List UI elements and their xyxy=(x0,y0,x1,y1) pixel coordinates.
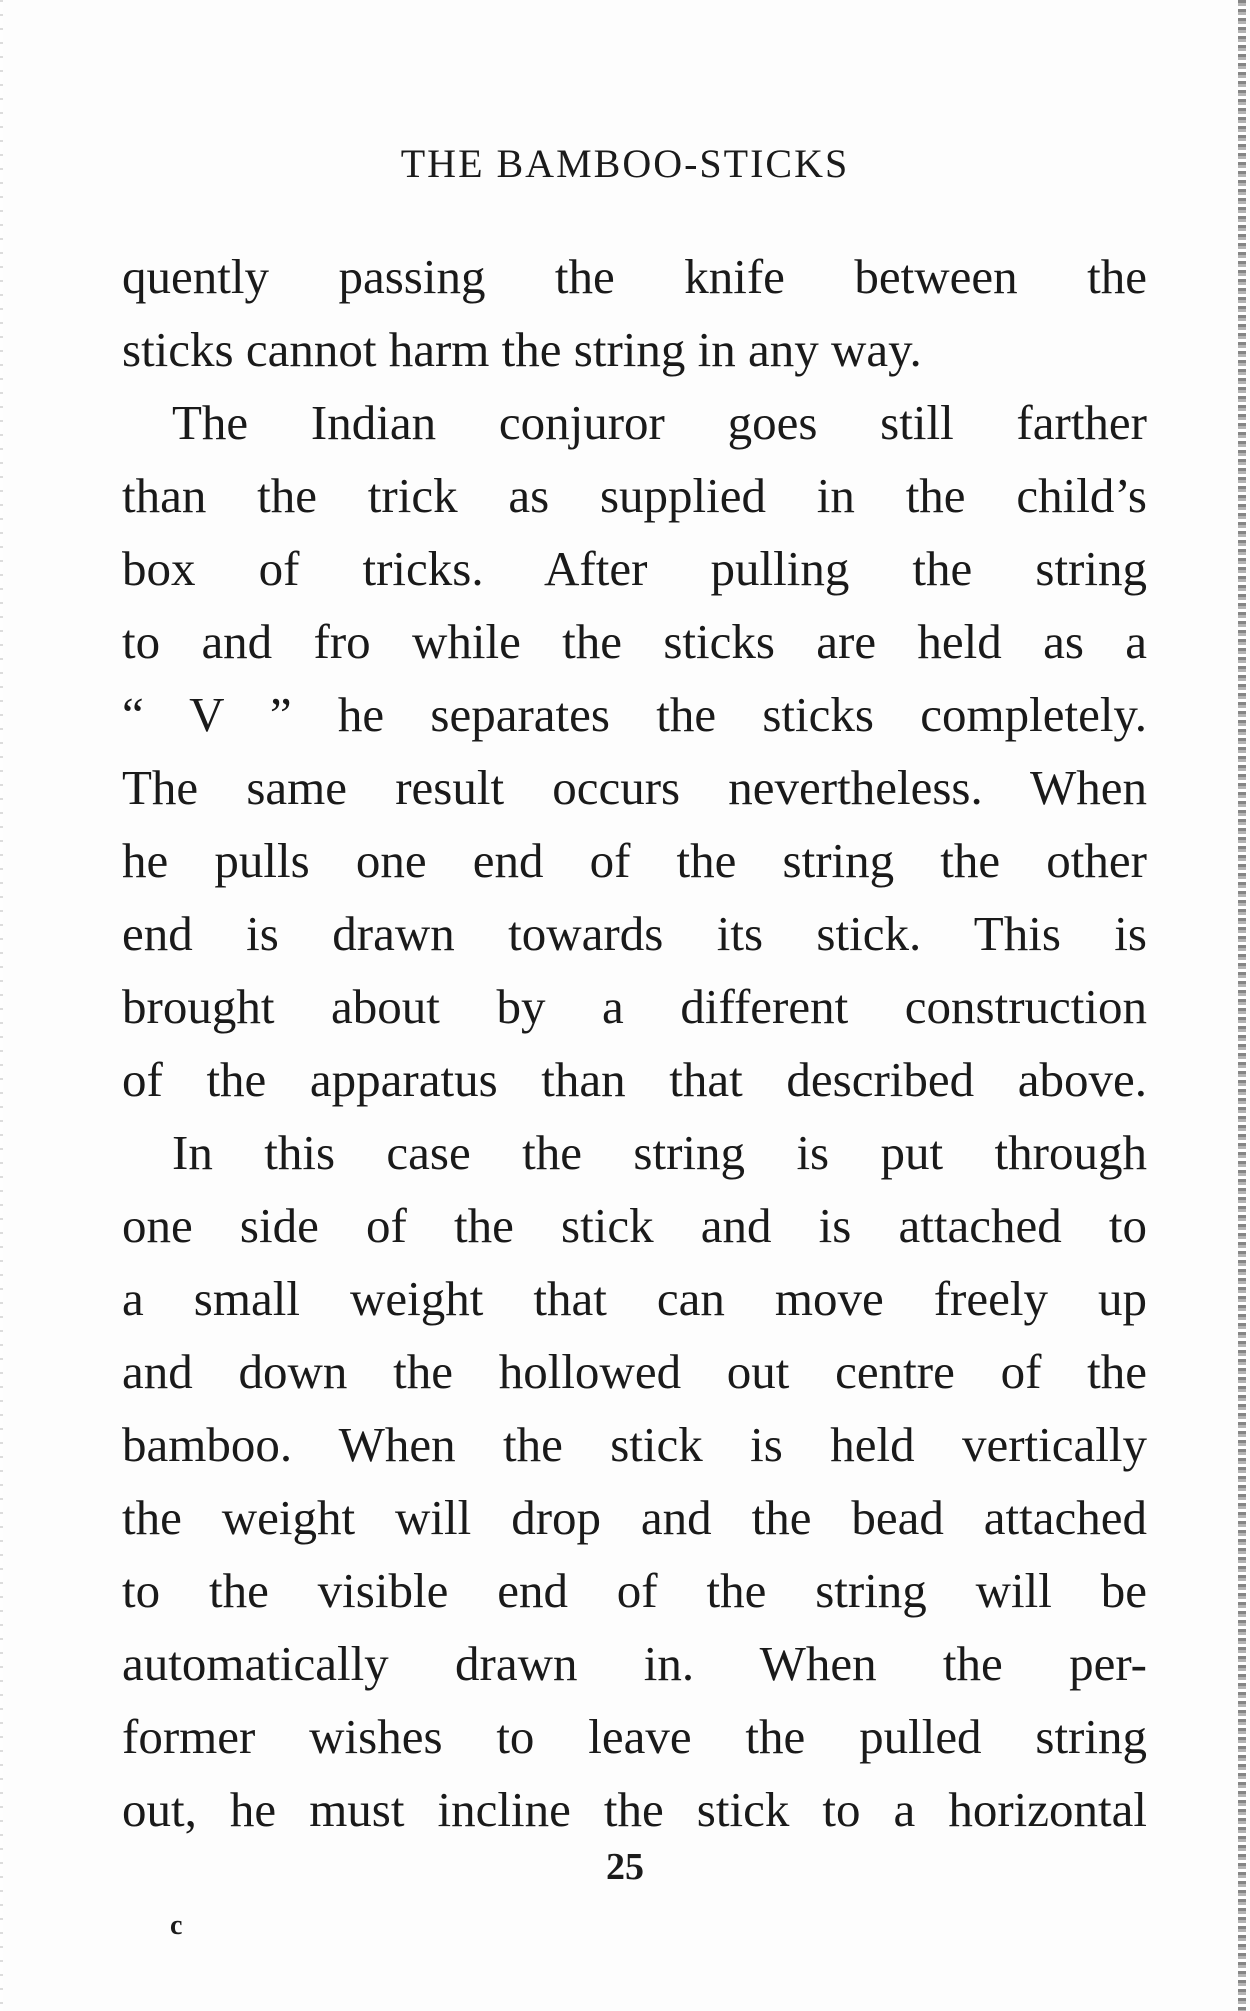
signature-mark: c xyxy=(170,1910,183,1941)
text-line: one side of the stick and is attached to xyxy=(122,1198,1147,1253)
text-line: sticks cannot harm the string in any way. xyxy=(122,322,922,377)
text-line: he pulls one end of the string the other xyxy=(122,833,1147,888)
body-text xyxy=(122,240,1147,1846)
text-line: a small weight that can move freely up xyxy=(122,1271,1147,1326)
text-line: bamboo. When the stick is held vertically xyxy=(122,1417,1147,1472)
page-left-edge xyxy=(0,0,3,2011)
text-line: In this case the string is put through xyxy=(172,1125,1147,1180)
text-line: quently passing the knife between the xyxy=(122,249,1147,304)
text-line: former wishes to leave the pulled string xyxy=(122,1709,1147,1764)
text-line: to the visible end of the string will be xyxy=(122,1563,1147,1618)
running-head: THE BAMBOO-STICKS xyxy=(400,141,850,186)
text-line: to and fro while the sticks are held as a xyxy=(122,614,1147,669)
text-line: end is drawn towards its stick. This is xyxy=(122,906,1147,961)
page-binding-edge xyxy=(1238,0,1246,2011)
text-line: The Indian conjuror goes still farther xyxy=(172,395,1147,450)
text-line: automatically drawn in. When the per- xyxy=(122,1636,1147,1691)
text-line: box of tricks. After pulling the string xyxy=(122,541,1147,596)
text-line: out, he must incline the stick to a horizontal xyxy=(122,1782,1147,1837)
text-line: than the trick as supplied in the child’s xyxy=(122,468,1147,523)
text-line: and down the hollowed out centre of the xyxy=(122,1344,1147,1399)
text-line: The same result occurs nevertheless. When xyxy=(122,760,1147,815)
text-line: brought about by a different construction xyxy=(122,979,1147,1034)
text-line: “ V ” he separates the sticks completely. xyxy=(122,687,1147,742)
page-number: 25 xyxy=(606,1846,644,1888)
text-line: the weight will drop and the bead attached xyxy=(122,1490,1147,1545)
text-line: of the apparatus than that described above. xyxy=(122,1052,1147,1107)
